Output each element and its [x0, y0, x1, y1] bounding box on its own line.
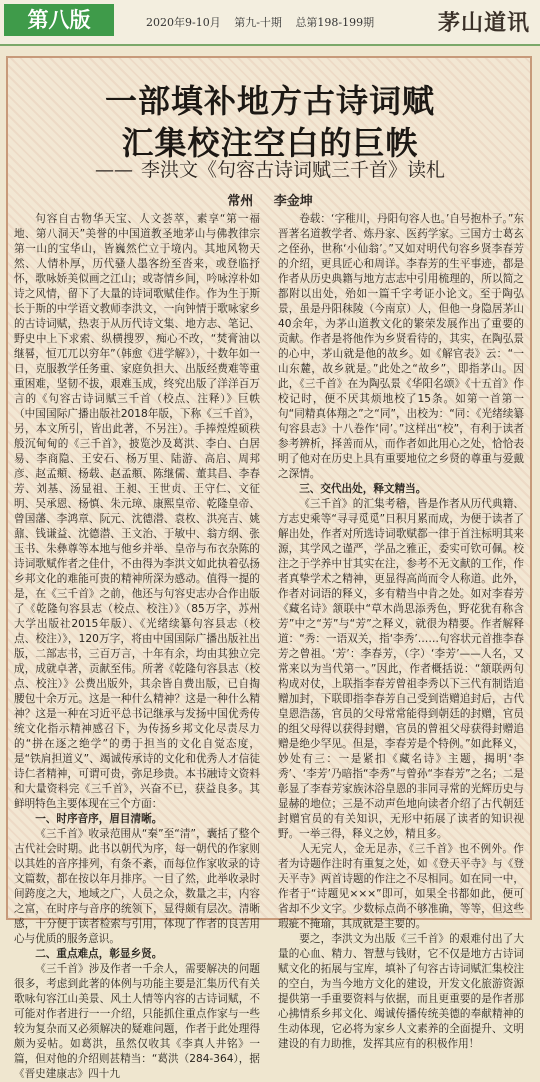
byline	[0, 190, 540, 209]
article-title-line2: 汇集校注空白的巨帙	[121, 124, 419, 162]
paragraph: 人无完人，金无足赤，《三千首》也不例外。作者为诗题作注时有重复之处，如《登天平寺》与《登天平寺》两首诗题的作注之不尽相同。如在同一中，作者于“诗题见×××”即可，如果全书都如此，便可省却不少文字。少数标点尚不够准确，等等，但这些瑕疵不掩瑜，其成就是主要的。	[278, 843, 524, 930]
page-header	[0, 0, 540, 46]
newspaper-masthead: 茅山道讯	[437, 10, 530, 36]
subtitle-text: 李洪文《句容古诗词赋三千首》读札	[140, 159, 445, 181]
byline-place: 常州	[227, 194, 254, 209]
paragraph: 《三千首》涉及作者一千余人，需要解决的问题很多，考虑到此著的体例与功能主要是汇集历代有关歌咏句容江山美景、风土人情等内容的古诗词赋，不可能对作者进行一一介绍，只能抓住重点作家与一些较为复杂而又必须解决的疑难问题，作者于此处理得颇为妥帖。如葛洪，虽然仅收其《李真人井铭》一篇，但对他的介绍则甚精当：“葛洪（284-364），据《晋史建康志》四十九	[14, 963, 260, 1080]
article-subtitle	[0, 155, 540, 182]
subtitle-dash: ——	[94, 159, 133, 181]
issue-total: 总第198-199期	[295, 16, 375, 29]
paragraph: 《三千首》的汇集考稽，皆是作者从历代典籍、方志史乘等“寻寻觅觅”日积月累而成，为便于读者了解出处，作者对所选诗词歌赋都一律于首注标明其来源，其学风之谨严，学品之雅正，委实可钦可佩。校注之于学养中甘其实在注，参考不无文献的工作，作者真挚学术之精神，更显得高尚而令人称道。此外，作者对词语的释义，多有精当中肯之处。如对李春芳《藏名诗》颔联中“草木尚思添秀色，野花犹有称含芳”中之“芳”与“芳”之释义，就很为精要。作者解释道：“秀：一语双关，指‘李秀’……句容状元首推李春芳之曾祖。‘芳’：李春芳，（字）‘李芳’——人名，又常来以为当代第一。”因此，作者概括说：“颔联两句构成对仗，上联指李春芳曾祖李秀以下三代有制诰追赠加封，下联即指李春芳自己受到诰赠追封后，古代皇恩浩荡，官员的父母常常能得到朝廷的封赠，官员的组父母得以获得封赠，官员的曾祖父母获得封赠追赠是绝少罕见。但是，李春芳是个特例。”如此释义，妙处有三：一是紧扣《藏名诗》主题，揭明‘李秀’、‘李芳’乃暗指“李秀”与曾孙“李春芳”之名；二是彰显了李春芳家族沐浴皇恩的非同寻常的光辉历史与显赫的地位；三是不动声色地向读者介绍了古代朝廷封赠官员的有关知识，无形中拓展了读者的知识视野。一举三得，释义之妙，精且多。	[278, 498, 524, 840]
article-column-left	[14, 212, 260, 1080]
edition-tag: 第八版	[4, 4, 114, 36]
byline-author: 李金坤	[273, 194, 313, 209]
issue-info	[146, 14, 384, 30]
section-heading: 二、重点难点，彰显乡贤。	[35, 948, 163, 960]
issue-number: 第九-十期	[234, 16, 282, 29]
paragraph: 要之，李洪文为出版《三千首》的艰难付出了大量的心血、精力、智慧与钱财，它不仅是地方古诗词赋文化的拓展与宝库，填补了句容古诗词赋汇集校注的空白，为当今地方文化的建设，开发文化旅游资源提供第一手重要资料与依据，而且更重要的是作者那心拂情系乡邦文化、竭诚传播传统美德的奉献精神的生动体现，它必将为家乡人文素养的全面提升、文明建设的有力助推，发挥其应有的积极作用！	[278, 933, 524, 1050]
paragraph: 《三千首》收录范围从“秦”至“清”，囊括了整个古代社会时期。此书以朝代为序，每一朝代的作家则以其姓的音序排列，有条不紊，而每位作家收录的诗文篇数，都在按以年月排序。一目了然，此举收录时间跨度之大，地域之广，人员之众，数量之丰，内容之富，在时序与音序的统领下，显得颇有层次。清晰感，十分便于读者检索与引用，体现了作者的良苦用心与优质的服务意识。	[14, 828, 260, 945]
paragraph: 卷载：‘字稚川，丹阳句容人也。’自号抱朴子。”东晋著名道教学者、炼丹家、医药学家。三国方士葛玄之侄孙，世称‘小仙翁’。”又如对明代句容乡贤李春芳的介绍，更具匠心和周详。李春芳的生平事迹，都是作者从历史典籍与地方志志中引用梳理的，所以简之都附以出处，殆如一篇千字考证小论文。至于陶弘景，虽是丹阳秣陵（今南京）人，但他一身隐居茅山40余年，为茅山道教文化的繁荣发展作出了重要的贡献。作者是将他作为乡贤看待的，其实，在陶弘景的心中，茅山就是他的故乡。如《解官表》云：“一山东麓，故乡就是。”此处之“故乡”，即指茅山。因此，《三千首》在为陶弘景《华阳名颂》《十五首》作校记时，便不厌其烦地校了15条。如第一首第一句“同精真体翔之”之“同”，出校为：“同：《光绪续纂句容县志》十八卷作‘同’。”这样出“校”，有利于读者参考辨析，择善而从，而作者如此用心之处，恰恰表明了他对在历史上具有重要地位之乡贤的尊重与爱戴之深情。	[278, 213, 524, 480]
issue-date: 2020年9-10月	[146, 16, 221, 29]
article-column-right	[278, 212, 524, 1050]
section-heading: 三、交代出处，释文精当。	[299, 483, 427, 495]
paragraph: 句容自古物华天宝、人文荟萃，素享“第一福地、第八洞天”美誉的中国道教圣地茅山与佛教律宗第一山的宝华山，皆巍然伫立于境内。其地风物天然、人情朴厚，历代骚人墨客纷至沓来，或登临抒怀，歌咏娇美似画之江山；或寄情乡间，吟咏淳朴如诗之风情，留下了大量的诗词歌赋佳作。作为生于斯长于斯的中学语文教师李洪文，一向钟情于歌咏家乡的古诗词赋，热衷于从历代诗文集、地方志、笔记、野史中上下求索、纵横搜罗，痴心不改，“焚膏油以继晷，恒兀兀以穷年”（韩愈《进学解》），十数年如一日，克服教学任务重、家庭负担大、出版经费难等重重困难，坚韧不拔，艰难玉成，终究出版了洋洋百万言的《句容古诗词赋三千首（校点、注释）》巨帙（中国国际广播出版社2018年版，下称《三千首》，另，本文所引，皆出此著，不另注）。手捧煌煌硕秩般沉甸甸的《三千首》，披览沙及葛洪、李白、白居易、李商隐、王安石、杨万里、陆游、高启、周邦彦、赵孟頫、杨载、赵孟頫、陈继儒、董其昌、李春芳、刘基、汤显祖、王昶、王世贞、王守仁、文征明、吴承恩、杨慎、朱元璋、康熙皇帝、乾隆皇帝、曾国藩、李鸿章、阮元、沈德潜、袁枚、洪亮吉、姚鼐、钱谦益、沈德潜、王文治、于敏中、翁方纲、张玉书、朱彝尊等本地与他乡并举、皇帝与布衣杂陈的诗词歌赋作者之佳什，不由得为李洪文如此执着弘扬乡邦文化的难能可贵的精神所深为感动。值得一提的是，在《三千首》之前，他还与句容史志办合作出版了《乾隆句容县志（校点、校注）》（85万字，苏州大学出版社2015年版）、《光绪续纂句容县志（校点、校注）》，120万字，将由中国国际广播出版社出版，二部志书，三百万言，十年有余，均由其独立完成，成就卓著，贡献至伟。所著《乾隆句容县志（校点、校注）》公费出版外，其余皆自费出版，已自掏腰包十余万元。这是一种什么精神？这是一种什么精神？这是一种在习近平总书记继承与发扬中国优秀传统文化指示精神感召下，为传扬乡邦文化尽责尽力的“拼在逐之绝学”的勇于担当的文化自觉态度，是“铁肩担道义”、竭诚传承诗的文化和优秀人才信徒诗仁者精神，可谓可贵，弥足珍贵。本书融诗文资料和大量资料完《三千首》，兴奋不已，获益良多。其鲜明特色主要体现在三个方面：	[14, 213, 260, 810]
article-title-line1: 一部填补地方古诗词赋	[104, 82, 435, 120]
section-heading: 一、时序音序，眉目清晰。	[35, 813, 163, 825]
